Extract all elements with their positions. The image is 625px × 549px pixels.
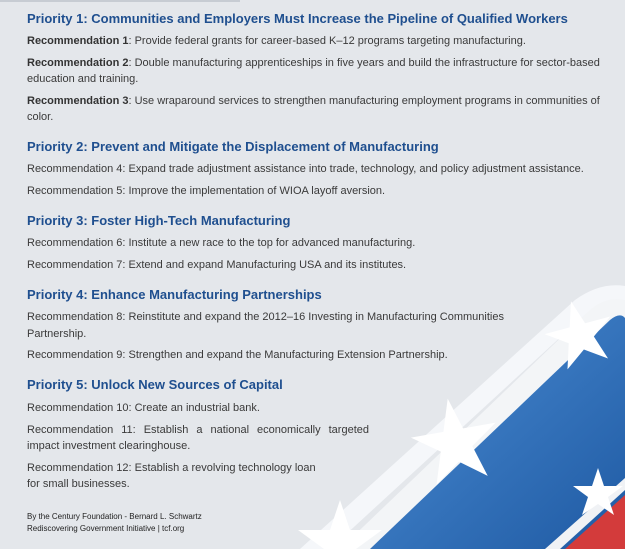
recommendation-line: Partnership. bbox=[27, 327, 87, 340]
recommendation-label: Recommendation 2 bbox=[27, 56, 129, 69]
footer-credit bbox=[27, 511, 202, 535]
priority-section-5 bbox=[27, 377, 605, 493]
priority-heading: Priority 3: Foster High-Tech Manufacturing bbox=[27, 213, 291, 228]
recommendation-line: Recommendation 12: Establish a revolving technology loan bbox=[27, 461, 316, 474]
recommendation bbox=[27, 309, 605, 342]
recommendation bbox=[27, 93, 605, 126]
recommendation-line: Recommendation 8: Reinstitute and expand the 2012–16 Investing in Manufacturing Communities bbox=[27, 311, 504, 323]
top-divider bbox=[0, 0, 240, 2]
recommendation: Recommendation 10: Create an industrial bank. bbox=[27, 402, 260, 414]
recommendation: Recommendation 6: Institute a new race to the top for advanced manufacturing. bbox=[27, 237, 416, 249]
footer-line: By the Century Foundation - Bernard L. Schwartz bbox=[27, 512, 202, 521]
recommendation-text: : Provide federal grants for career-based K–12 programs targeting manufacturing. bbox=[128, 35, 526, 47]
recommendation bbox=[27, 55, 605, 88]
recommendation-line: for small businesses. bbox=[27, 478, 130, 490]
recommendation bbox=[27, 460, 605, 493]
footer-line: Rediscovering Government Initiative | tcf.org bbox=[27, 524, 185, 533]
recommendation-text: : Use wraparound services to strengthen manufacturing employment programs in communities of color. bbox=[27, 94, 600, 123]
recommendation bbox=[27, 422, 369, 455]
priority-section-2 bbox=[27, 139, 605, 199]
priority-section-3 bbox=[27, 213, 605, 273]
priority-heading: Priority 5: Unlock New Sources of Capital bbox=[27, 377, 283, 392]
priority-heading: Priority 4: Enhance Manufacturing Partnerships bbox=[27, 287, 322, 302]
recommendation bbox=[27, 33, 605, 50]
priority-section-4 bbox=[27, 287, 605, 364]
recommendation-label: Recommendation 3 bbox=[27, 94, 129, 107]
priority-heading: Priority 1: Communities and Employers Must Increase the Pipeline of Qualified Workers bbox=[27, 11, 568, 26]
recommendation-text: : Double manufacturing apprenticeships in five years and build the infrastructure for sector-based education and training. bbox=[27, 56, 600, 85]
recommendation: Recommendation 5: Improve the implementation of WIOA layoff aversion. bbox=[27, 184, 386, 197]
recommendation-line: Recommendation 11: Establish a national economically targeted bbox=[27, 423, 369, 436]
recommendation-line: impact investment clearinghouse. bbox=[27, 440, 191, 452]
recommendation-label: Recommendation 1 bbox=[27, 35, 129, 47]
recommendation: Recommendation 4: Expand trade adjustment assistance into trade, technology, and policy adjustment assistance. bbox=[27, 163, 584, 175]
recommendation: Recommendation 9: Strengthen and expand the Manufacturing Extension Partnership. bbox=[27, 349, 448, 361]
priority-section-1 bbox=[27, 11, 605, 126]
recommendation: Recommendation 7: Extend and expand Manufacturing USA and its institutes. bbox=[27, 258, 407, 271]
priority-heading: Priority 2: Prevent and Mitigate the Displacement of Manufacturing bbox=[27, 139, 439, 154]
